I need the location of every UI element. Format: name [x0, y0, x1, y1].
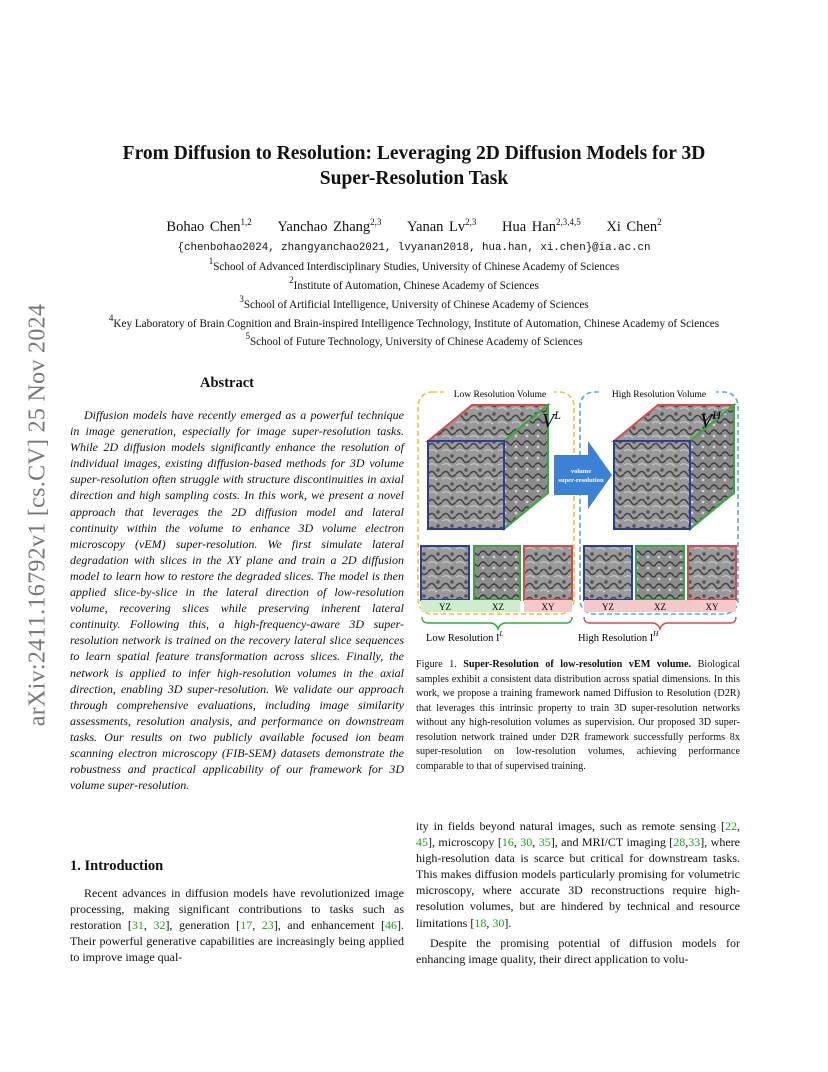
abstract-text: Diffusion models have recently emerged as a powerful technique in image generation, especially for image super-resolution tasks. While 2D diffusion models significantly enhance the resolution of individual images, existing diffusion-based methods for 3D volume super-resolution often struggle with structure discontinuities in axial direction and high sampling costs. In this work, we present a novel approach that leverages the 2D diffusion model and lateral continuity within the volume to enhance 3D volume electron microscopy (vEM) super-resolution. We first simulate lateral degradation with slices in the XY plane and train a 2D diffusion model to learn how to restore the degraded slices. The model is then applied slice-by-slice in the lateral direction of low-resolution volume, recovering slices while preserving inherent lateral continuity. Following this, a high-frequency-aware 3D super-resolution network is trained on the recovery lateral slice sequences to learn spatial feature transformation across slices. Finally, the network is applied to infer high-resolution volumes in the axial direction, enabling 3D super-resolution. We validate our approach through comprehensive evaluations, including image similarity assessments, resolution analysis, and performance on downstream tasks. Our results on two publicly available focused ion beam scanning electron microscopy (FIB-SEM) datasets demonstrate the robustness and practical applicability of our framework for 3D volume super-resolution.	[70, 408, 404, 793]
citation-link[interactable]: 30	[492, 915, 505, 930]
abstract-heading: Abstract	[200, 375, 254, 391]
author: Yanchao Zhang$^{2,3}$	[277, 217, 382, 235]
citation-link[interactable]: 22	[725, 819, 737, 833]
citation-link[interactable]: 33	[688, 835, 701, 850]
paper-title	[80, 141, 748, 191]
citation-link[interactable]: 18	[474, 915, 487, 930]
high-volume-symbol: $V^H$	[700, 408, 721, 432]
citation-link[interactable]: 23	[261, 918, 274, 933]
citation-link[interactable]: 16	[501, 835, 514, 850]
affiliation: $^2$Institute of Automation, Chinese Academy of Sciences	[289, 275, 539, 292]
citation-link[interactable]: 28	[673, 835, 686, 850]
author: Hua Han$^{2,3,4,5}$	[502, 217, 581, 235]
high-resolution-brace	[584, 617, 736, 629]
high-resolution-cube	[614, 405, 734, 529]
high-resolution-slices	[584, 546, 736, 612]
citation-link[interactable]: 35	[538, 835, 551, 850]
low-resolution-cube	[428, 405, 548, 529]
citation-link[interactable]: 32	[153, 918, 166, 933]
affiliation: $^5$School of Future Technology, University of Chinese Academy of Sciences	[245, 331, 583, 348]
body-paragraph: Despite the promising potential of diffusion models for enhancing image quality, their direct application to volu-	[416, 936, 740, 967]
author: Xi Chen$^2$	[606, 217, 662, 235]
citation-link[interactable]: 31	[131, 918, 144, 933]
low-volume-label: Low Resolution Volume	[453, 390, 547, 400]
figure-caption: Figure 1. Super-Resolution of low-resolution vEM volume. Biological samples exhibit a consistent data distribution across spatial dimensions. In this work, we propose a training framework named Diffusion to Resolution (D2R) that leverages this intrinsic property to train 3D super-resolution networks without any high-resolution volumes as supervision. Our proposed 3D super-resolution network trained under D2R framework successfully performs 8x super-resolution on low-resolution volumes, achieving performance comparable to that of supervised training.	[416, 659, 741, 772]
high-volume-label: High Resolution Volume	[611, 390, 707, 400]
svg-text:YZ: YZ	[439, 602, 451, 612]
author-emails: {chenbohao2024, zhangyanchao2021, lvyanan2018, hua.han, xi.chen}@ia.ac.cn	[177, 242, 651, 254]
citation-link[interactable]: 46	[385, 918, 398, 933]
low-volume-symbol: $V^L$	[542, 408, 561, 432]
figure-1	[414, 383, 746, 649]
super-resolution-arrow	[554, 441, 612, 509]
low-resolution-brace	[422, 617, 572, 629]
affiliation: $^4$Key Laboratory of Brain Cognition and Brain-inspired Intelligence Technology, Institute of Automation, Chinese Academy of Sciences	[108, 313, 720, 330]
svg-text:XY: XY	[705, 602, 719, 612]
svg-text:XZ: XZ	[654, 602, 666, 612]
low-resolution-image-label: Low Resolution $I^L$	[426, 630, 504, 644]
affiliation: $^3$School of Artificial Intelligence, University of Chinese Academy of Sciences	[239, 294, 589, 311]
arxiv-identifier: arXiv:2411.16792v1 [cs.CV] 25 Nov 2024	[24, 303, 51, 727]
affiliation: $^1$School of Advanced Interdisciplinary Studies, University of Chinese Academy of Sciences	[208, 256, 620, 273]
svg-text:XZ: XZ	[492, 602, 504, 612]
author-list	[80, 219, 748, 236]
svg-text:super-resolution: super-resolution	[558, 477, 604, 484]
introduction-heading: 1. Introduction	[70, 858, 164, 874]
citation-link[interactable]: 45	[416, 835, 428, 850]
svg-text:YZ: YZ	[602, 602, 614, 612]
title-line-1: From Diffusion to Resolution: Leveraging 2D Diffusion Models for 3D	[122, 143, 706, 164]
citation-link[interactable]: 30	[520, 835, 533, 850]
body-paragraph: ity in fields beyond natural images, such as remote sensing [22, 45], microscopy [16, 30, 35], and MRI/CT imaging [28,33], where high-resolution data is scarce but critical for downstream tasks. This makes diffusion models particularly promising for volumetric microscopy, where accurate 3D reconstructions require high-resolution volumes, but are hindered by technical and resource limitations [18, 30].	[416, 819, 740, 930]
author: Bohao Chen$^{1,2}$	[166, 217, 252, 235]
high-resolution-image-label: High Resolution $I^H$	[578, 630, 659, 644]
title-line-2: Super-Resolution Task	[319, 168, 509, 189]
citation-link[interactable]: 17	[240, 918, 253, 933]
low-resolution-slices	[421, 546, 572, 612]
svg-text:volume: volume	[570, 468, 592, 475]
svg-text:XY: XY	[541, 602, 555, 612]
introduction-paragraph: Recent advances in diffusion models have revolutionized image processing, making significant contributions to tasks such as restoration [31, 32], generation [17, 23], and enhancement [46]. Their powerful generative capabilities are increasingly being applied to improve image qual-	[70, 886, 405, 965]
author: Yanan Lv$^{2,3}$	[407, 217, 477, 235]
